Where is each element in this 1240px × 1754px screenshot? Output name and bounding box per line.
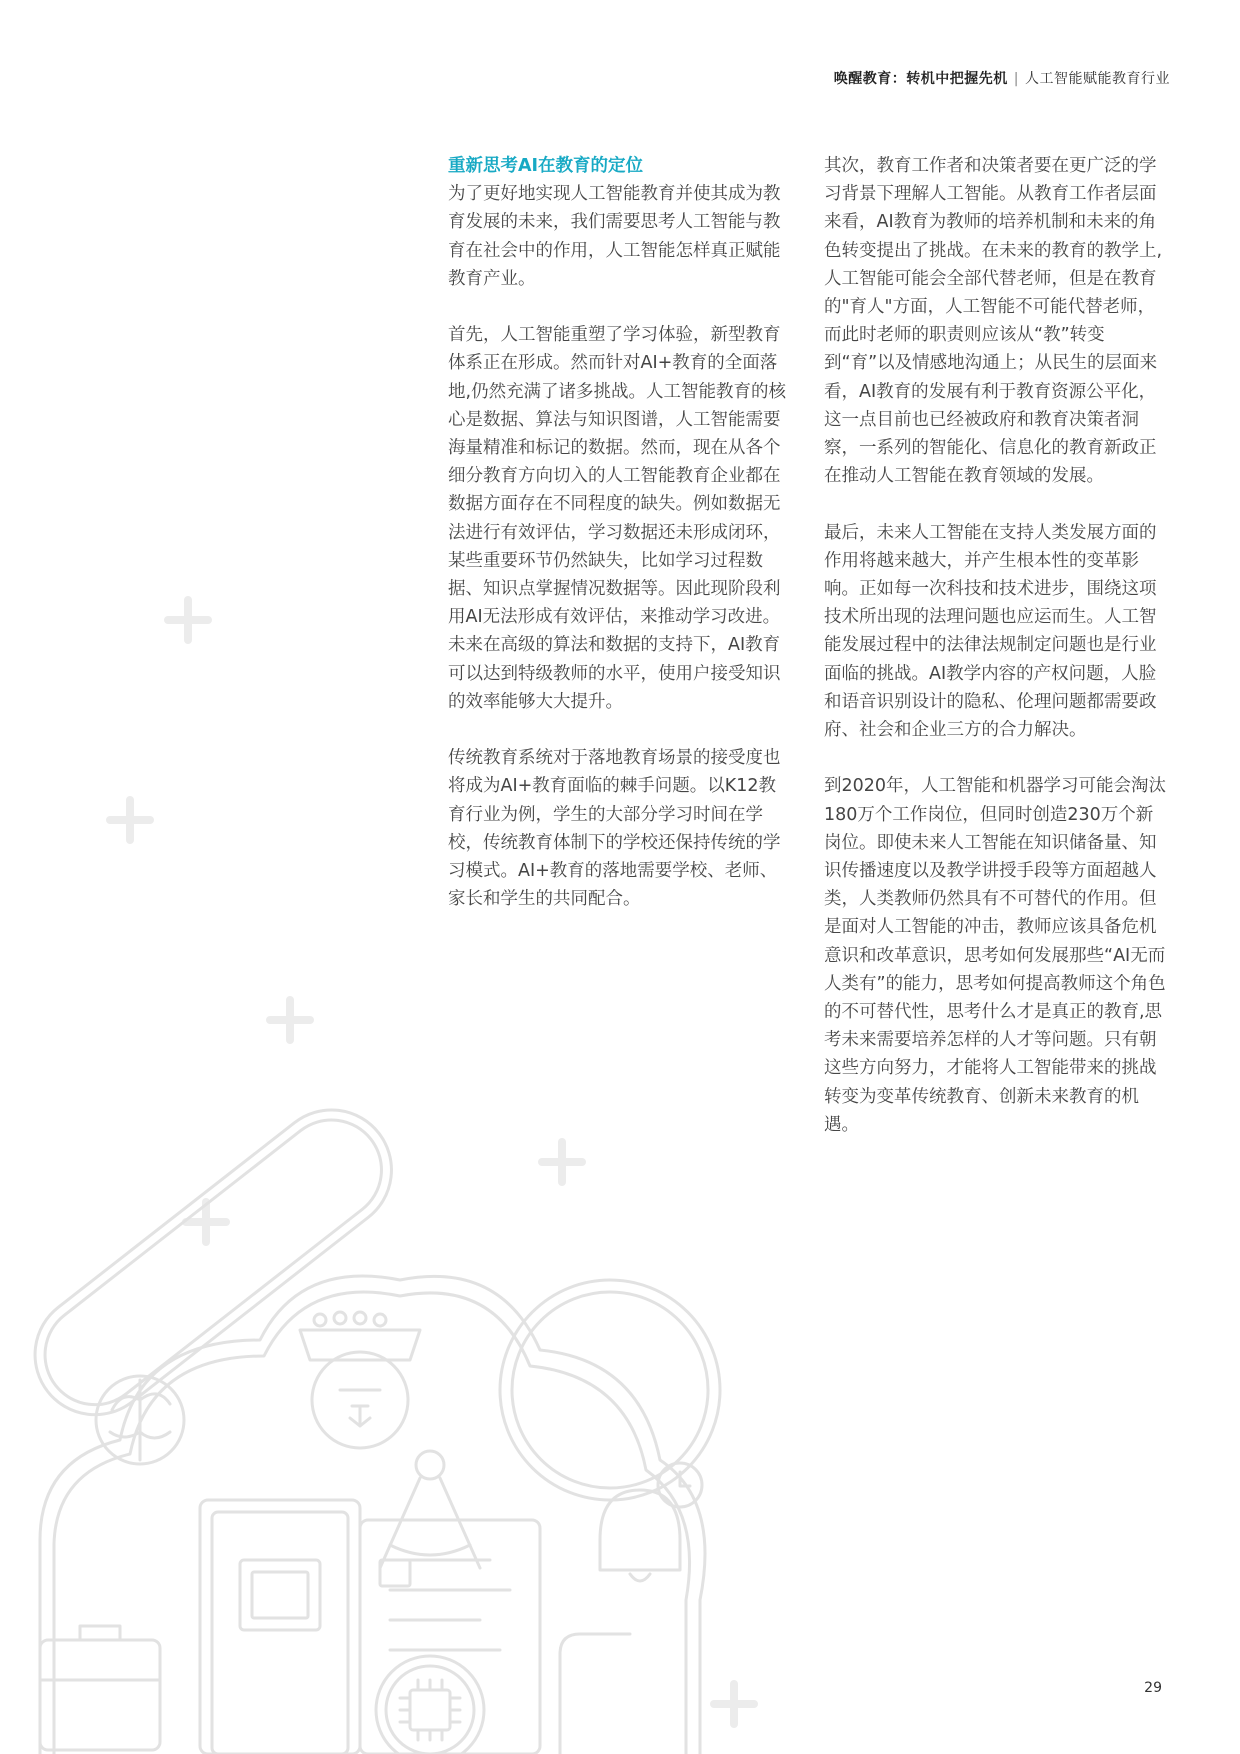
circle-shape — [500, 1280, 720, 1500]
plus-icon — [110, 800, 150, 840]
plus-icon — [186, 1202, 226, 1242]
plus-icon — [270, 1000, 310, 1040]
paragraph: 为了更好地实现人工智能教育并使其成为教育发展的未来，我们需要思考人工智能与教育在社会中的作用，人工智能怎样真正赋能教育产业。 — [448, 184, 781, 289]
bell-icon — [600, 1463, 702, 1581]
header-subtitle: 人工智能赋能教育行业 — [1025, 71, 1170, 87]
header-separator: | — [1013, 71, 1019, 87]
header-title: 唤醒教育：转机中把握先机 — [833, 71, 1008, 87]
section-title: 重新思考AI在教育的定位 — [448, 156, 644, 176]
running-header — [834, 68, 1170, 88]
brain-icon — [96, 1376, 184, 1464]
cloud-shape — [40, 1276, 705, 1754]
plus-icon — [714, 1684, 754, 1724]
paragraph: 首先，人工智能重塑了学习体验，新型教育体系正在形成。然而针对AI+教育的全面落地,仍然充满了诸多挑战。人工智能教育的核心是数据、算法与知识图谱，人工智能需要海量精准和标记的数据。然而，现在从各个细分教育方向切入的人工智能教育企业都在数据方面存在不同程度的缺失。例如数据无法进行有效评估，学习数据还未形成闭环，某些重要环节仍然缺失，比如学习过程数据、知识点掌握情况数据等。因此现阶段利用AI无法形成有效评估，来推动学习改进。未来在高级的算法和数据的支持下，AI教育可以达到特级教师的水平，使用户接受知识的效率能够大大提升。 — [448, 325, 787, 712]
plus-icon — [168, 600, 208, 640]
chip-icon — [376, 1656, 484, 1754]
left-column — [448, 152, 793, 942]
document-frame — [200, 1500, 360, 1754]
rounded-bar-shape — [11, 1086, 416, 1439]
briefcase-icon — [40, 1626, 160, 1750]
right-column — [824, 152, 1170, 1167]
paragraph: 传统教育系统对于落地教育场景的接受度也将成为AI+教育面临的棘手问题。以K12教育行业为例，学生的大部分学习时间在学校，传统教育体制下的学校还保持传统的学习模式。AI+教育的落地需要学校、老师、家长和学生的共同配合。 — [448, 748, 781, 910]
paragraph: 最后，未来人工智能在支持人类发展方面的作用将越来越大，并产生根本性的变革影响。正如每一次科技和技术进步，围绕这项技术所出现的法理问题也应运而生。人工智能发展过程中的法律法规制定问题也是行业面临的挑战。AI教学内容的产权问题，人脸和语音识别设计的隐私、伦理问题都需要政府、社会和企业三方的合力解决。 — [824, 522, 1157, 741]
plus-icon — [542, 1142, 582, 1182]
compass-icon — [380, 1451, 480, 1568]
page-number: 29 — [1144, 1680, 1162, 1696]
small-frame — [560, 1634, 630, 1754]
paragraph: 其次，教育工作者和决策者要在更广泛的学习背景下理解人工智能。从教育工作者层面来看，AI教育为教师的培养机制和未来的角色转变提出了挑战。在未来的教育的教学上,人工智能可能会全部代替老师，但是在教育的"育人"方面，人工智能不可能代替老师，而此时老师的职责则应该从“教”转变到“育”以及情感地沟通上；从民生的层面来看，AI教育的发展有利于教育资源公平化，这一点目前也已经被政府和教育决策者洞察，一系列的智能化、信息化的教育新政正在推动人工智能在教育领域的发展。 — [824, 156, 1163, 487]
paragraph: 到2020年，人工智能和机器学习可能会淘汰180万个工作岗位，但同时创造230万个新岗位。即使未来人工智能在知识储备量、知识传播速度以及教学讲授手段等方面超越人类，人类教师仍然具有不可替代的作用。但是面对人工智能的冲击，教师应该具备危机意识和改革意识，思考如何发展那些“AI无而人类有”的能力，思考如何提高教师这个角色的不可替代性，思考什么才是真正的教育,思考未来需要培养怎样的人才等问题。只有朝这些方向努力，才能将人工智能带来的挑战转变为变革传统教育、创新未来教育的机遇。 — [824, 776, 1167, 1135]
graduate-icon — [300, 1312, 420, 1448]
